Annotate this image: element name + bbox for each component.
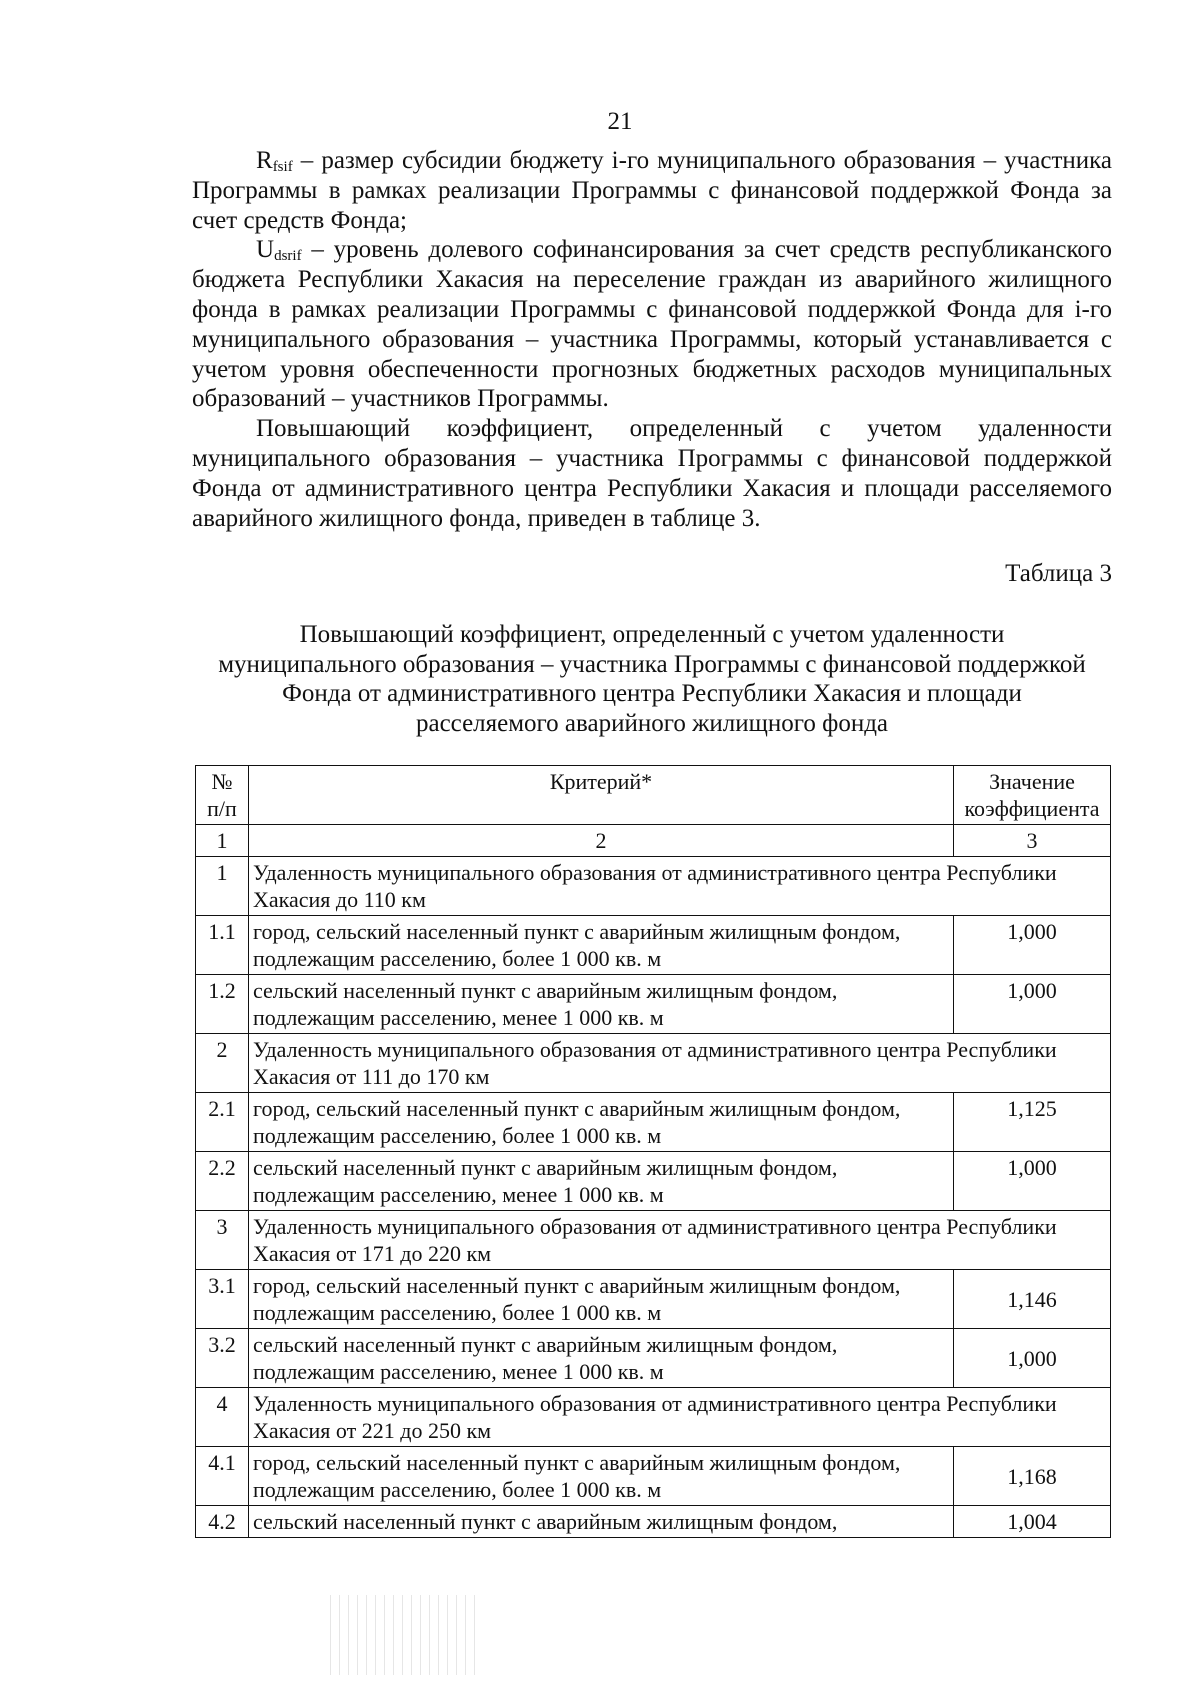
header-num	[196, 766, 249, 825]
header-num-line: №	[211, 769, 233, 794]
table-row	[196, 1034, 1111, 1093]
table-row	[196, 1388, 1111, 1447]
header-value	[954, 766, 1111, 825]
row-criterion: город, сельский населенный пункт с аварийным жилищным фондом, подлежащим расселению, более 1 000 кв. м	[249, 916, 954, 975]
coefficient-table	[195, 765, 1111, 1538]
header-num-line: п/п	[207, 796, 237, 821]
row-number: 3.2	[196, 1329, 249, 1388]
caption-line: Фонда от административного центра Республики Хакасия и площади	[282, 680, 1022, 707]
row-value: 1,000	[954, 916, 1111, 975]
table-row	[196, 975, 1111, 1034]
row-criterion: Удаленность муниципального образования от административного центра Республики Хакасия от 111 до 170 км	[249, 1034, 1111, 1093]
row-number: 2.2	[196, 1152, 249, 1211]
table-row	[196, 1329, 1111, 1388]
row-criterion: сельский населенный пункт с аварийным жилищным фондом,	[249, 1506, 954, 1538]
row-number: 4.1	[196, 1447, 249, 1506]
table-row	[196, 916, 1111, 975]
row-value: 1,000	[954, 1329, 1111, 1388]
table-row	[196, 1211, 1111, 1270]
row-number: 2	[196, 1034, 249, 1093]
paragraph-text: Повышающий коэффициент, определенный с учетом удаленности муниципального образования – участника Программы с финансовой поддержкой Фонда от административного центра Республики Хакасия и площади расселяемого аварийного жилищного фонда, приведен в таблице 3.	[192, 415, 1112, 532]
table-caption	[192, 620, 1112, 738]
row-value: 1,146	[954, 1270, 1111, 1329]
column-number: 3	[954, 825, 1111, 857]
table-row	[196, 1152, 1111, 1211]
body-text	[192, 146, 1112, 533]
table-body	[196, 857, 1111, 1538]
table-row	[196, 1447, 1111, 1506]
row-value: 1,000	[954, 975, 1111, 1034]
row-criterion: Удаленность муниципального образования от административного центра Республики Хакасия от 221 до 250 км	[249, 1388, 1111, 1447]
paragraph-text: – размер субсидии бюджету i-го муниципального образования – участника Программы в рамках реализации Программы с финансовой поддержкой Фонда за счет средств Фонда;	[192, 147, 1112, 234]
table-row	[196, 1506, 1111, 1538]
table-row	[196, 857, 1111, 916]
subscript-dsrif: dsrif	[274, 248, 302, 265]
caption-line: муниципального образования – участника Программы с финансовой поддержкой	[218, 650, 1086, 678]
row-criterion: сельский населенный пункт с аварийным жилищным фондом, подлежащим расселению, менее 1 000 кв. м	[249, 1152, 954, 1211]
row-number: 4	[196, 1388, 249, 1447]
row-value: 1,168	[954, 1447, 1111, 1506]
paragraph-coefficient	[192, 414, 1112, 533]
table-header-row	[196, 766, 1111, 825]
paragraph-text: – уровень долевого софинансирования за счет средств республиканского бюджета Республики Хакасия на переселение граждан из аварийного жилищного фонда в рамках реализации Программы с финансовой поддержкой Фонда для i-го муниципального образования – участника Программы, который устанавливается с учетом уровня обеспеченности прогнозных бюджетных расходов муниципальных образований – участников Программы.	[192, 236, 1112, 413]
header-value-line: коэффициента	[964, 796, 1100, 821]
row-criterion: сельский населенный пункт с аварийным жилищным фондом, подлежащим расселению, менее 1 000 кв. м	[249, 1329, 954, 1388]
table-row	[196, 1093, 1111, 1152]
row-number: 1.2	[196, 975, 249, 1034]
caption-line: расселяемого аварийного жилищного фонда	[415, 709, 889, 737]
row-criterion: Удаленность муниципального образования от административного центра Республики Хакасия от 171 до 220 км	[249, 1211, 1111, 1270]
row-number: 4.2	[196, 1506, 249, 1538]
row-value: 1,000	[954, 1152, 1111, 1211]
row-criterion: сельский населенный пункт с аварийным жилищным фондом, подлежащим расселению, менее 1 000 кв. м	[249, 975, 954, 1034]
header-value-line: Значение	[989, 769, 1075, 794]
column-number: 1	[196, 825, 249, 857]
table-row	[196, 1270, 1111, 1329]
row-value: 1,004	[954, 1506, 1111, 1538]
header-criterion: Критерий*	[249, 766, 954, 825]
column-number: 2	[249, 825, 954, 857]
symbol-r: R	[256, 147, 273, 174]
row-number: 3.1	[196, 1270, 249, 1329]
row-number: 1.1	[196, 916, 249, 975]
paragraph-udsrif	[192, 235, 1112, 414]
row-criterion: город, сельский населенный пункт с аварийным жилищным фондом, подлежащим расселению, более 1 000 кв. м	[249, 1447, 954, 1506]
paragraph-rfsif	[192, 146, 1112, 235]
table-label: Таблица 3	[1005, 560, 1112, 587]
row-criterion: город, сельский населенный пункт с аварийным жилищным фондом, подлежащим расселению, более 1 000 кв. м	[249, 1270, 954, 1329]
caption-line: Повышающий коэффициент, определенный с учетом удаленности	[299, 621, 1005, 648]
row-number: 1	[196, 857, 249, 916]
page-number: 21	[607, 108, 633, 135]
column-numbers-row	[196, 825, 1111, 857]
scan-artifact	[330, 1595, 480, 1675]
row-criterion: Удаленность муниципального образования от административного центра Республики Хакасия до 110 км	[249, 857, 1111, 916]
row-number: 3	[196, 1211, 249, 1270]
symbol-u: U	[256, 236, 275, 264]
row-criterion: город, сельский населенный пункт с аварийным жилищным фондом, подлежащим расселению, более 1 000 кв. м	[249, 1093, 954, 1152]
row-value: 1,125	[954, 1093, 1111, 1152]
subscript-fsif: fsif	[272, 159, 293, 175]
row-number: 2.1	[196, 1093, 249, 1152]
